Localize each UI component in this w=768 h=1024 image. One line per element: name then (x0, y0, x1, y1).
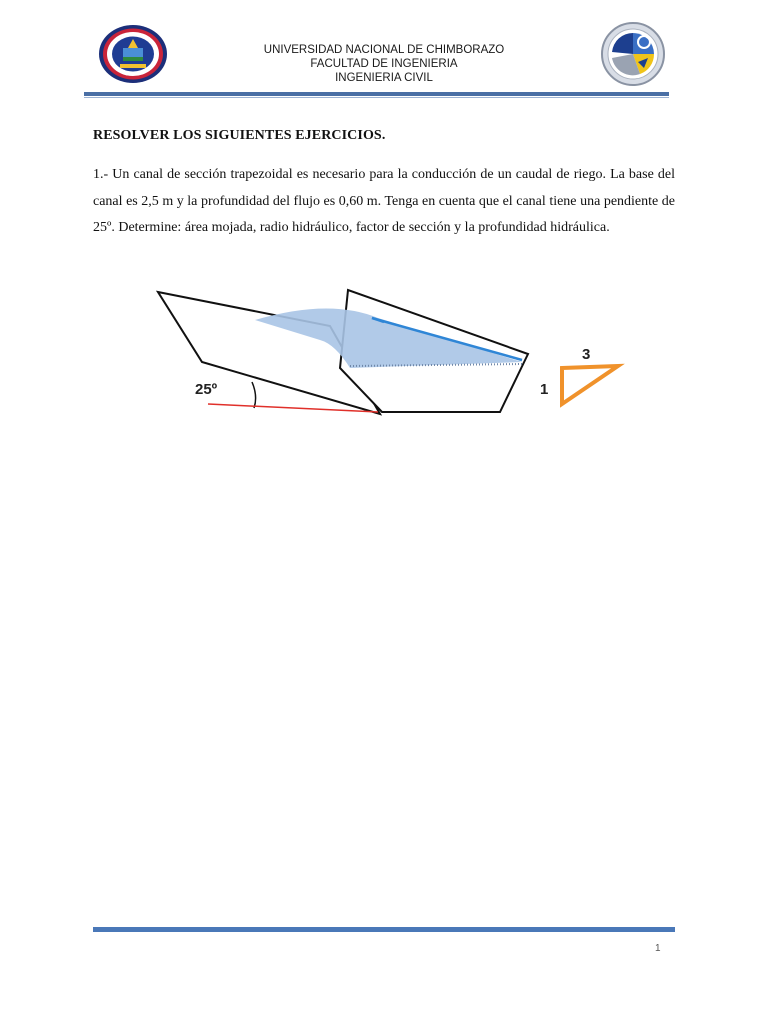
slope-triangle (562, 366, 618, 404)
trapezoidal-channel-diagram (150, 282, 630, 418)
header-university: UNIVERSIDAD NACIONAL DE CHIMBORAZO (263, 44, 505, 56)
engineering-faculty-logo-icon (600, 22, 666, 86)
header-rule-thin (84, 97, 669, 98)
university-seal-icon (98, 24, 168, 84)
page-number: 1 (655, 943, 661, 954)
problem-1-text: 1.- Un canal de sección trapezoidal es necesario para la conducción de un caudal de riego. La base del canal es 2,5 m y la profundidad del flujo es 0,60 m. Tenga en cuenta que el canal tiene una pendiente de 25º. Determine: área mojada, radio hidráulico, factor de sección y la profundidad hidráulica. (93, 167, 675, 235)
angle-arc (252, 382, 256, 408)
header-rule (84, 92, 669, 96)
footer-rule (93, 927, 675, 932)
header-career: INGENIERIA CIVIL (335, 72, 433, 84)
slope-run-label: 3 (582, 346, 591, 363)
exercises-title: RESOLVER LOS SIGUIENTES EJERCICIOS. (93, 128, 386, 143)
angle-label: 25º (195, 381, 218, 398)
slope-rise-label: 1 (540, 381, 549, 398)
header-faculty: FACULTAD DE INGENIERIA (310, 58, 458, 70)
